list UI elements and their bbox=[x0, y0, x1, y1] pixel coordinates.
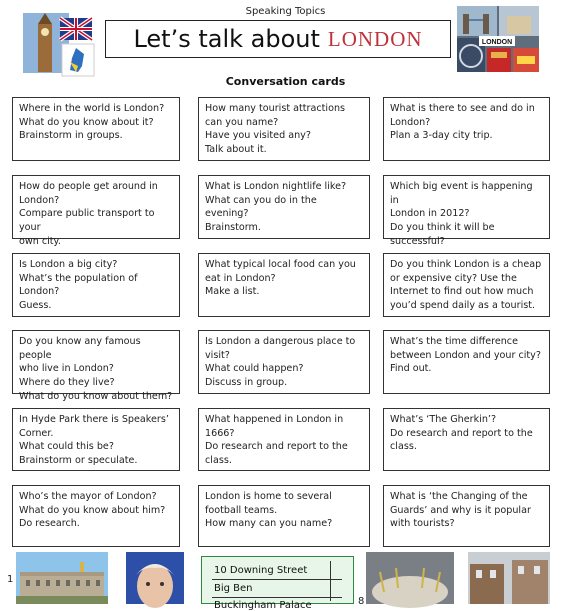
card-line: What do you know about them? bbox=[19, 390, 173, 402]
card-line: What could happen? bbox=[205, 363, 304, 375]
card-line: Do research and report to the bbox=[205, 441, 348, 453]
card-line: Which big event is happening in bbox=[390, 181, 533, 206]
conversation-card bbox=[12, 253, 180, 317]
title-accent: LONDON bbox=[327, 26, 423, 51]
section-subtitle: Conversation cards bbox=[225, 75, 346, 88]
conversation-card bbox=[383, 253, 550, 317]
card-line: own city. bbox=[19, 235, 61, 247]
card-line: What do you know about him? bbox=[19, 504, 166, 516]
card-line: visit? bbox=[205, 349, 230, 361]
list-item: 10 Downing Street bbox=[214, 565, 308, 576]
page-number-left: 1 bbox=[7, 574, 14, 585]
card-line: Where in the world is London? bbox=[19, 103, 165, 114]
card-line: What’s the time difference bbox=[390, 336, 518, 347]
conversation-card bbox=[12, 408, 180, 471]
card-line: successful? bbox=[390, 235, 445, 247]
conversation-card bbox=[383, 408, 550, 471]
conversation-card bbox=[198, 485, 370, 547]
conversation-card bbox=[12, 175, 180, 247]
conversation-card bbox=[12, 97, 180, 161]
card-line: eat in London? bbox=[205, 272, 276, 284]
card-line: Do you think London is a cheap bbox=[390, 259, 542, 270]
conversation-card bbox=[383, 330, 550, 394]
card-line: What do you know about it? bbox=[19, 116, 154, 128]
card-line: Discuss in group. bbox=[205, 377, 288, 389]
list-divider bbox=[212, 597, 342, 598]
conversation-card bbox=[383, 175, 550, 247]
card-line: you’d spend daily as a tourist. bbox=[390, 300, 536, 312]
card-line: Is London a dangerous place to bbox=[205, 336, 356, 347]
card-line: London is home to several bbox=[205, 491, 332, 502]
london-collage-image bbox=[457, 6, 539, 72]
list-item: Big Ben bbox=[214, 583, 253, 594]
card-line: What is ‘the Changing of the bbox=[390, 491, 528, 502]
mayor-portrait-photo bbox=[126, 552, 184, 604]
card-line: What typical local food can you bbox=[205, 259, 356, 270]
card-line: football teams. bbox=[205, 504, 278, 516]
conversation-card bbox=[198, 408, 370, 471]
card-line: What is there to see and do in bbox=[390, 103, 535, 114]
card-line: Talk about it. bbox=[205, 144, 267, 156]
conversation-card bbox=[198, 175, 370, 239]
card-line: Brainstorm in groups. bbox=[19, 130, 123, 142]
palace-photo bbox=[16, 552, 108, 604]
card-line: London? bbox=[390, 116, 431, 128]
card-line: Have you visited any? bbox=[205, 130, 311, 142]
card-line: can you name? bbox=[205, 116, 279, 128]
card-line: Do research. bbox=[19, 518, 80, 530]
conversation-card bbox=[12, 485, 180, 547]
conversation-card bbox=[383, 485, 550, 547]
card-line: or expensive city? Use the bbox=[390, 272, 517, 284]
card-line: What happened in London in bbox=[205, 414, 344, 425]
card-line: How do people get around in bbox=[19, 181, 158, 192]
list-divider bbox=[212, 579, 342, 580]
card-line: How many can you name? bbox=[205, 518, 333, 530]
o2-arena-photo bbox=[366, 552, 454, 604]
card-line: Corner. bbox=[19, 427, 54, 439]
card-line: class. bbox=[390, 441, 417, 453]
card-line: Do research and report to the bbox=[390, 427, 533, 439]
card-line: London? bbox=[19, 194, 60, 206]
card-line: Who’s the mayor of London? bbox=[19, 491, 157, 502]
card-line: with tourists? bbox=[390, 518, 455, 530]
card-line: What could this be? bbox=[19, 441, 114, 453]
card-line: class. bbox=[205, 455, 232, 467]
card-line: What’s ‘The Gherkin’? bbox=[390, 414, 497, 425]
card-line: London? bbox=[19, 286, 60, 298]
card-line: How many tourist attractions bbox=[205, 103, 346, 114]
card-line: In Hyde Park there is Speakers’ bbox=[19, 414, 169, 425]
card-line: What is London nightlife like? bbox=[205, 181, 347, 192]
card-line: Guess. bbox=[19, 300, 52, 312]
attractions-list bbox=[201, 556, 354, 611]
card-line: What can you do in the evening? bbox=[205, 194, 317, 220]
card-line: Do you know any famous people bbox=[19, 336, 141, 361]
card-line: Is London a big city? bbox=[19, 259, 118, 270]
list-column-line bbox=[330, 561, 331, 601]
card-line: Plan a 3-day city trip. bbox=[390, 130, 493, 142]
title-main: Let’s talk about bbox=[133, 25, 320, 53]
conversation-card bbox=[198, 330, 370, 394]
page-number-mid: 8 bbox=[358, 596, 365, 607]
card-line: Find out. bbox=[390, 363, 432, 375]
card-line: Do you think it will be bbox=[390, 222, 495, 234]
worksheet-category: Speaking Topics bbox=[245, 6, 326, 17]
conversation-card bbox=[198, 253, 370, 317]
street-photo bbox=[468, 552, 550, 604]
card-line: Guards’ and why is it popular bbox=[390, 504, 531, 516]
conversation-card bbox=[198, 97, 370, 161]
card-line: London in 2012? bbox=[390, 208, 470, 220]
card-line: between London and your city? bbox=[390, 349, 541, 361]
title-box bbox=[105, 20, 451, 58]
big-ben-collage-image bbox=[20, 10, 98, 80]
card-line: Brainstorm. bbox=[205, 222, 261, 234]
card-line: Compare public transport to your bbox=[19, 208, 155, 234]
card-line: Make a list. bbox=[205, 286, 260, 298]
collage-label: LONDON bbox=[481, 39, 513, 46]
conversation-card bbox=[12, 330, 180, 402]
card-line: Where do they live? bbox=[19, 377, 115, 389]
card-line: Internet to find out how much bbox=[390, 286, 534, 298]
card-line: What’s the population of bbox=[19, 272, 138, 284]
card-line: Brainstorm or speculate. bbox=[19, 455, 138, 467]
card-line: who live in London? bbox=[19, 363, 114, 375]
list-item: Buckingham Palace bbox=[214, 600, 312, 611]
conversation-card bbox=[383, 97, 550, 161]
card-line: 1666? bbox=[205, 427, 235, 439]
